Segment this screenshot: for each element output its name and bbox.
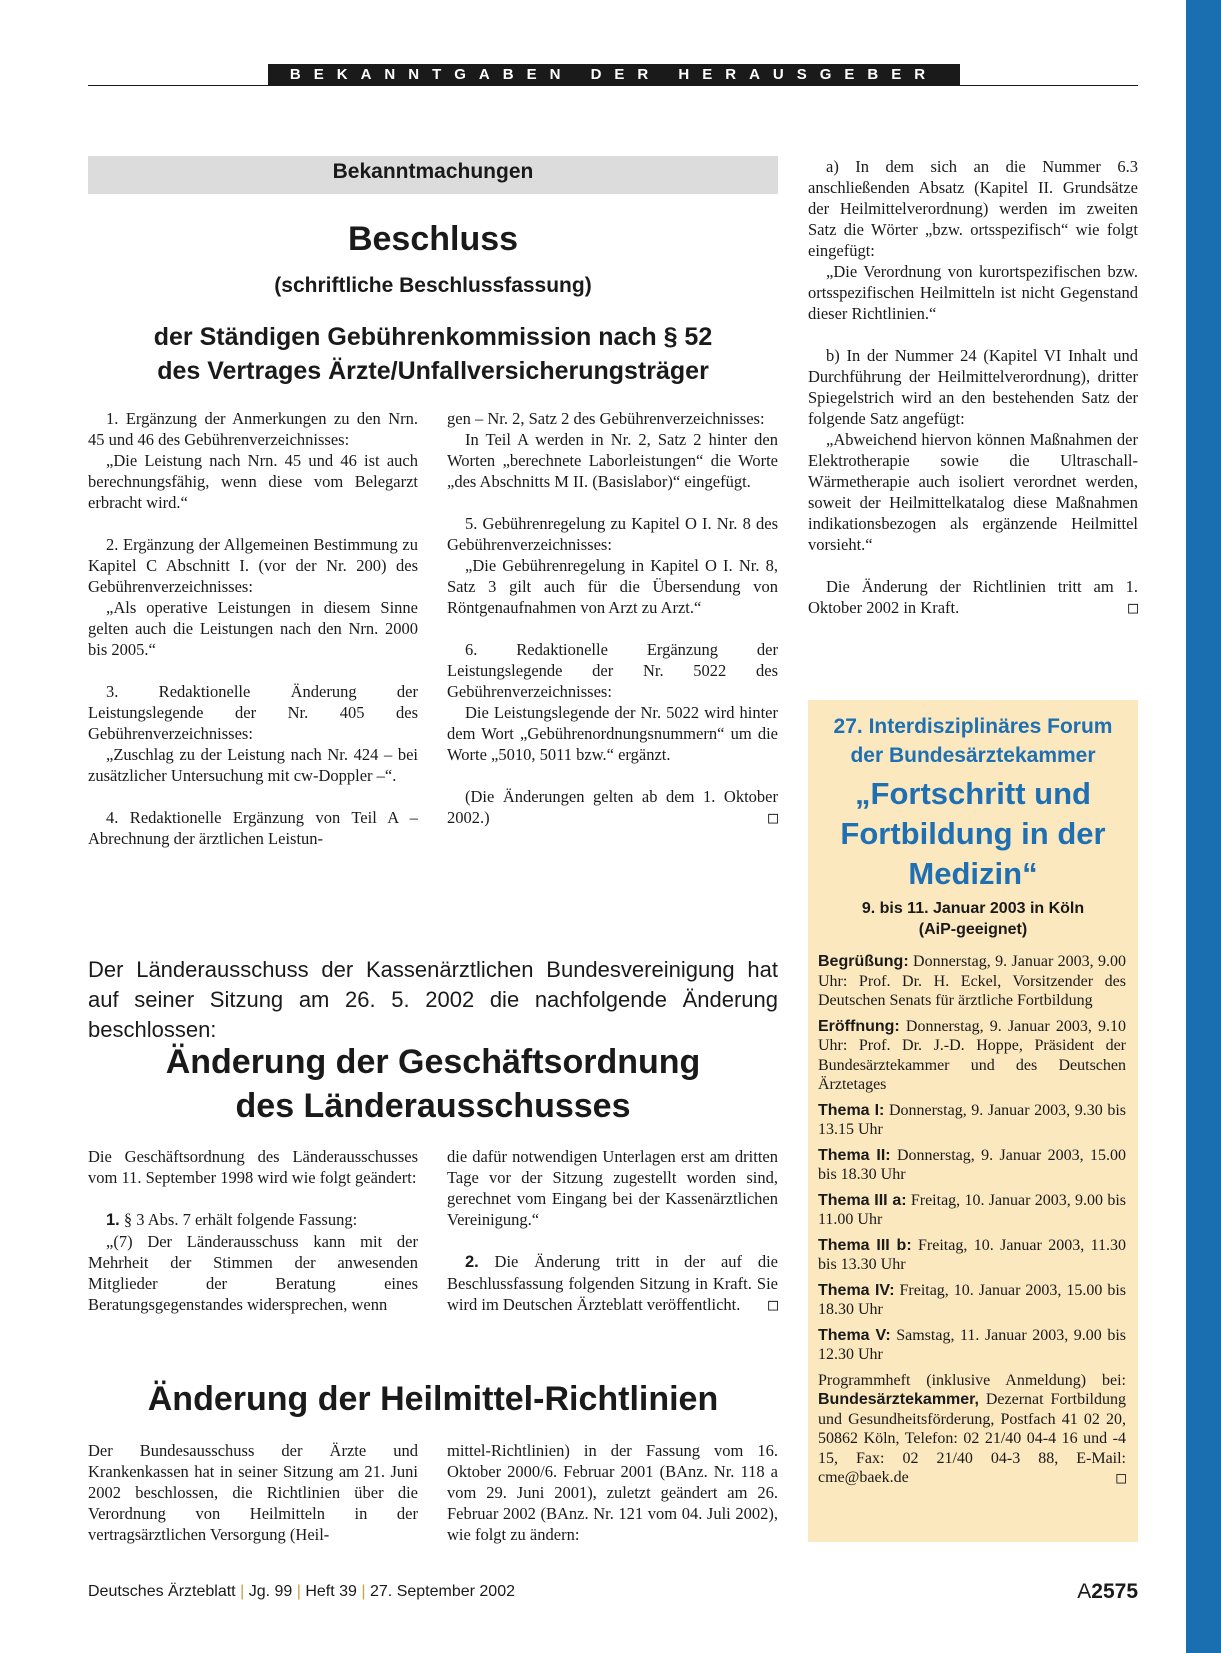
page-number [1060,1580,1138,1604]
schedule-item [818,1236,1126,1275]
program-pre: Programmheft (inklusive Anmeldung) bei: [818,1371,1126,1389]
geschaeftsordnung-column-1 [88,1146,418,1315]
schedule-label: Thema IV: [818,1281,895,1299]
schedule-text: Donnerstag, 9. Januar 2003, 9.10 Uhr: Prof. Dr. J.-D. Hoppe, Präsident der Bundesärztekammer und des Deutschen Ärztetages [818,1017,1126,1093]
end-mark: □ [1128,598,1138,617]
schedule-item [818,1326,1126,1365]
paragraph [447,786,778,828]
paragraph: gen – Nr. 2, Satz 2 des Gebührenverzeichnisses: [447,409,765,428]
schedule-item [818,1281,1126,1320]
program-org: Bundesärztekammer, [818,1391,979,1408]
subtitle-kommission [88,320,778,388]
beschluss-column-1 [88,408,418,849]
paragraph: 2. Ergänzung der Allgemeinen Bestimmung zu Kapitel C Abschnitt I. (vor der Nr. 200) des Gebührenverzeichnisses: [88,535,418,596]
forum-title-line-2: Fortbildung in der [840,816,1106,851]
section-banner: BEKANNTGABEN DER HERAUSGEBER [268,64,960,85]
subtitle-schriftlich: (schriftliche Beschlussfassung) [274,274,592,297]
paragraph: Die Leistungslegende der Nr. 5022 wird hinter dem Wort „Gebührenordnungsnummern“ um die Worte „5010, 5011 bzw.“ ergänzt. [447,703,778,764]
heilmittel-column-1 [88,1440,418,1545]
item-number: 2. [465,1253,479,1271]
title-line-1: Änderung der Geschäftsordnung [165,1043,701,1081]
program-contact: Dezernat Fortbildung und Gesundheitsförderung, Postfach 41 02 20, 50862 Köln, Telefon: 02 21/40 04-4 16 und -4 15, Fax: 02 21/40 04-3 88, E-Mail: cme@baek.de [818,1391,1126,1486]
schedule-label: Thema III a: [818,1191,907,1209]
forum-date-line: 9. bis 11. Januar 2003 in Köln [861,900,1085,917]
paragraph: Der Bundesausschuss der Ärzte und Krankenkassen hat in seiner Sitzung am 21. Juni 2002 beschlossen, die Richtlinien über die Verordnung von Heilmitteln in der vertragsärztlichen Versorgung (Heil- [88,1441,418,1544]
program-info [818,1371,1126,1488]
paragraph: a) In dem sich an die Nummer 6.3 anschließenden Absatz (Kapitel II. Grundsätze der Heilmittelverordnung) werden im zweiten Satz die Wörter „bzw. ortsspezifisch“ wie folgt eingefügt: [808,157,1138,260]
schedule-label: Thema I: [818,1101,885,1119]
end-mark: □ [768,808,778,827]
schedule-text: Donnerstag, 9. Januar 2003, 9.00 Uhr: Prof. Dr. H. Eckel, Vorsitzender des Deutschen Senats für ärztliche Fortbildung [818,953,1126,1009]
schedule-label: Begrüßung: [818,953,909,970]
item-text: Die Änderung tritt in der auf die Beschlussfassung folgenden Sitzung in Kraft. Sie wird im Deutschen Ärzteblatt veröffentlicht. [447,1252,778,1314]
title-beschluss: Beschluss [347,220,519,258]
schedule-text: Freitag, 10. Januar 2003, 11.30 bis 13.30 Uhr [818,1236,1127,1273]
paragraph [88,1209,418,1231]
paragraph: „(7) Der Länderausschuss kann mit der Mehrheit der Stimmen der anwesenden Mitglieder der Beratung eines Beratungsgegenstandes widersprechen, wenn [88,1232,418,1314]
paragraph: In Teil A werden in Nr. 2, Satz 2 hinter den Worten „berechnete Laborleistungen“ die Worte „des Abschnitts M II. (Basislabor)“ eingefügt. [447,430,778,491]
paragraph: „Abweichend hiervon können Maßnahmen der Elektrotherapie sowie die Ultraschall-Wärmetherapie auch isoliert verordnet werden, soweit der Heilmittelkatalog diese Maßnahmen indikationsbezogen als ergänzende Heilmittel vorsieht.“ [808,430,1138,554]
geschaeftsordnung-column-2 [447,1146,778,1315]
subtitle-line-2: des Vertrages Ärzte/Unfallversicherungsträger [157,357,709,385]
effective-date-note: Die Änderung der Richtlinien tritt am 1. Oktober 2002 in Kraft. [808,577,1138,617]
effective-date-note: (Die Änderungen gelten ab dem 1. Oktober 2002.) [447,787,778,827]
title-heilmittel-richtlinien: Änderung der Heilmittel-Richtlinien [147,1380,719,1418]
schedule-text: Donnerstag, 9. Januar 2003, 9.30 bis 13.15 Uhr [818,1101,1127,1138]
item-number: 1. [106,1211,120,1229]
end-mark: □ [1116,1468,1126,1487]
forum-kicker-line-1: 27. Interdisziplinäres Forum [833,715,1113,738]
item-text: § 3 Abs. 7 erhält folgende Fassung: [123,1210,358,1229]
paragraph: 4. Redaktionelle Ergänzung von Teil A – Abrechnung der ärztlichen Leistun- [88,808,418,848]
footer-separator: | [296,1583,301,1600]
footer-citation [88,1583,515,1601]
schedule-label: Thema II: [818,1146,891,1164]
title-line-2: des Länderausschusses [235,1087,631,1125]
page-prefix: A [1077,1580,1092,1603]
kicker-bekanntmachungen: Bekanntmachungen [332,160,534,183]
schedule-item [818,1146,1126,1185]
heilmittel-column-2 [447,1440,778,1545]
forum-schedule [818,952,1126,1494]
beschluss-column-2 [447,408,778,828]
paragraph: „Als operative Leistungen in diesem Sinne gelten auch die Leistungen nach den Nrn. 2000 bis 2005.“ [88,598,418,659]
footer-journal: Deutsches Ärzteblatt [88,1583,236,1600]
subtitle-line-1: der Ständigen Gebührenkommission nach § 52 [153,323,713,351]
schedule-item [818,1101,1126,1140]
schedule-item [818,952,1126,1011]
title-geschaeftsordnung [88,1040,778,1128]
paragraph: 6. Redaktionelle Ergänzung der Leistungslegende der Nr. 5022 des Gebührenverzeichnisses: [447,640,778,701]
forum-title-line-3: Medizin“ [908,856,1038,891]
paragraph [447,1251,778,1315]
header-rule [88,85,1138,86]
forum-kicker-line-2: der Bundesärztekammer [850,744,1096,767]
schedule-text: Donnerstag, 9. Januar 2003, 15.00 bis 18.30 Uhr [818,1146,1126,1183]
footer-separator: | [361,1583,366,1600]
paragraph: „Die Leistung nach Nrn. 45 und 46 ist auch berechnungsfähig, wenn diese vom Belegarzt erbracht wird.“ [88,451,418,512]
paragraph: „Die Verordnung von kurortspezifischen bzw. ortsspezifischen Heilmitteln ist nicht Gegenstand dieser Richtlinien.“ [808,262,1138,323]
schedule-text: Freitag, 10. Januar 2003, 15.00 bis 18.30 Uhr [818,1281,1126,1318]
footer-separator: | [240,1583,245,1600]
paragraph: „Die Gebührenregelung in Kapitel O I. Nr. 8, Satz 3 gilt auch für die Übersendung von Röntgenaufnahmen von Arzt zu Arzt.“ [447,556,778,617]
lead-laenderausschuss: Der Länderausschuss der Kassenärztlichen Bundesvereinigung hat auf seiner Sitzung am 26. 5. 2002 die nachfolgende Änderung beschlossen: [88,957,778,1042]
footer-date: 27. September 2002 [370,1583,515,1600]
schedule-label: Thema III b: [818,1236,912,1254]
paragraph [808,576,1138,618]
heilmittel-changes-column [808,156,1138,618]
forum-title [808,774,1138,894]
paragraph: Die Geschäftsordnung des Länderausschusses vom 11. September 1998 wird wie folgt geändert: [88,1147,418,1187]
paragraph: 1. Ergänzung der Anmerkungen zu den Nrn. 45 und 46 des Gebührenverzeichnisses: [88,409,418,449]
schedule-item [818,1017,1126,1095]
paragraph: „Zuschlag zu der Leistung nach Nr. 424 – bei zusätzlicher Untersuchung mit cw-Doppler –“. [88,745,418,785]
footer-volume: Jg. 99 [248,1583,293,1600]
page-value: 2575 [1091,1580,1138,1603]
paragraph: 3. Redaktionelle Änderung der Leistungslegende der Nr. 405 des Gebührenverzeichnisses: [88,682,418,743]
forum-title-line-1: „Fortschritt und [855,776,1091,811]
schedule-text: Samstag, 11. Januar 2003, 9.00 bis 12.30 Uhr [818,1326,1126,1363]
forum-date [808,898,1138,940]
forum-aip-line: (AiP-geeignet) [918,921,1028,938]
footer-issue: Heft 39 [305,1583,357,1600]
blue-edge-bar [1186,0,1221,1653]
paragraph: die dafür notwendigen Unterlagen erst am dritten Tage vor der Sitzung zugestellt worden sind, gerechnet vom Eingang bei der Kassenärztlichen Vereinigung.“ [447,1147,778,1229]
schedule-label: Thema V: [818,1326,891,1344]
paragraph: mittel-Richtlinien) in der Fassung vom 16. Oktober 2000/6. Februar 2001 (BAnz. Nr. 118 a vom 29. Juni 2001), zuletzt geändert am 26. Februar 2002 (BAnz. Nr. 121 vom 04. Juli 2002), wie folgt zu ändern: [447,1441,778,1544]
end-mark: □ [768,1295,778,1314]
paragraph: 5. Gebührenregelung zu Kapitel O I. Nr. 8 des Gebührenverzeichnisses: [447,514,778,554]
paragraph: b) In der Nummer 24 (Kapitel VI Inhalt und Durchführung der Heilmittelverordnung), dritter Spiegelstrich wird an den bestehenden Satz der folgende Satz angefügt: [808,346,1138,428]
schedule-label: Eröffnung: [818,1017,900,1035]
forum-kicker [808,712,1138,770]
schedule-item [818,1191,1126,1230]
schedule-text: Freitag, 10. Januar 2003, 9.00 bis 11.00 Uhr [818,1191,1126,1228]
